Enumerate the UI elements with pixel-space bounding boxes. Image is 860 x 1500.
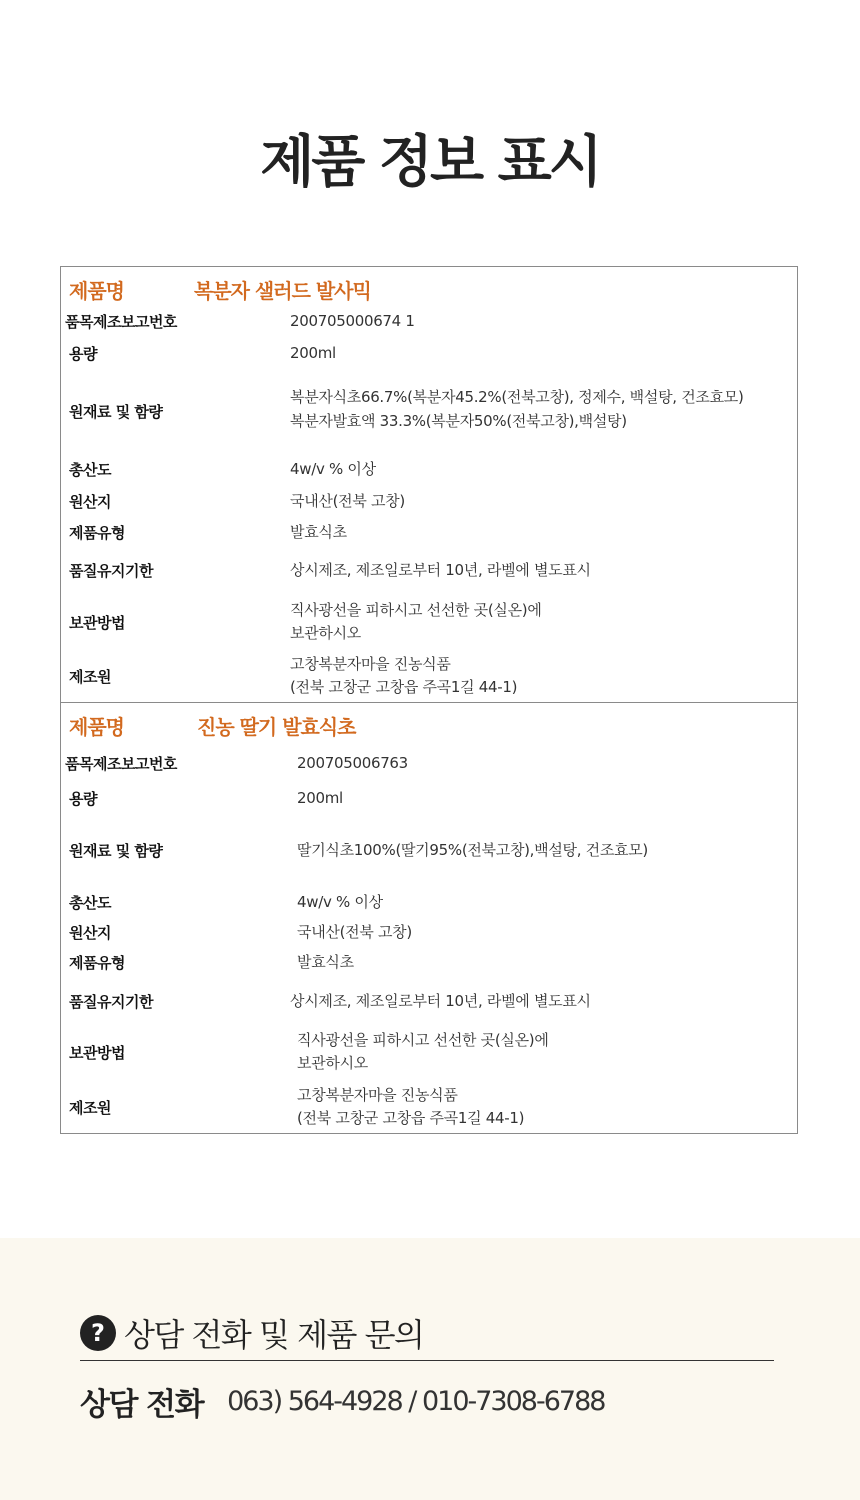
row-value-volume: 200ml <box>290 344 336 362</box>
row-value-ingredients: 딸기식초100%(딸기95%(전북고창),백설탕, 건조효모) <box>297 841 648 859</box>
row-value-product-type: 발효식초 <box>290 523 347 541</box>
question-icon: ? <box>80 1315 116 1351</box>
row-value-storage-line-2: 보관하시오 <box>290 624 361 642</box>
contact-heading <box>80 1308 774 1358</box>
row-value-origin: 국내산(전북 고창) <box>297 923 412 941</box>
contact-title: 상담 전화 및 제품 문의 <box>124 1316 424 1354</box>
row-label-total-acidity: 총산도 <box>69 461 111 479</box>
product-name-label: 제품명 <box>69 279 124 303</box>
phone-numbers[interactable]: 063) 564-4928 / 010-7308-6788 <box>227 1385 605 1417</box>
product-name: 진농 딸기 발효식초 <box>197 715 356 739</box>
row-value-storage-line-1: 직사광선을 피하시고 선선한 곳(실온)에 <box>297 1031 549 1049</box>
row-value-ingredients-line-2: 복분자발효액 33.3%(복분자50%(전북고창),백설탕) <box>290 412 627 430</box>
row-label-report-number: 품목제조보고번호 <box>65 755 177 773</box>
row-label-origin: 원산지 <box>69 924 111 942</box>
row-value-storage-line-1: 직사광선을 피하시고 선선한 곳(실온)에 <box>290 601 542 619</box>
product-info-table-2 <box>60 702 798 1134</box>
row-label-shelf-life: 품질유지기한 <box>69 562 153 580</box>
row-label-storage: 보관방법 <box>69 614 125 632</box>
phone-label: 상담 전화 <box>80 1386 204 1423</box>
product-info-table-1 <box>60 266 798 703</box>
row-value-manufacturer-line-1: 고창복분자마을 진농식품 <box>297 1086 458 1104</box>
row-value-ingredients-line-1: 복분자식초66.7%(복분자45.2%(전북고창), 정제수, 백설탕, 건조효모) <box>290 388 744 406</box>
row-label-product-type: 제품유형 <box>69 524 125 542</box>
row-label-shelf-life: 품질유지기한 <box>69 993 153 1011</box>
row-value-total-acidity: 4w/v % 이상 <box>297 893 383 911</box>
row-label-ingredients: 원재료 및 함량 <box>69 842 163 860</box>
row-label-volume: 용량 <box>69 345 97 363</box>
row-value-origin: 국내산(전북 고창) <box>290 492 405 510</box>
contact-section <box>0 1238 860 1500</box>
row-value-shelf-life: 상시제조, 제조일로부터 10년, 라벨에 별도표시 <box>290 561 591 579</box>
row-label-origin: 원산지 <box>69 493 111 511</box>
row-value-manufacturer-line-2: (전북 고창군 고창읍 주곡1길 44-1) <box>290 678 518 696</box>
row-label-ingredients: 원재료 및 함량 <box>69 403 163 421</box>
row-value-product-type: 발효식초 <box>297 953 354 971</box>
row-label-report-number: 품목제조보고번호 <box>65 313 177 331</box>
row-value-manufacturer-line-1: 고창복분자마을 진농식품 <box>290 655 451 673</box>
row-value-total-acidity: 4w/v % 이상 <box>290 460 376 478</box>
row-value-volume: 200ml <box>297 789 343 807</box>
phone-row <box>80 1378 604 1424</box>
row-label-manufacturer: 제조원 <box>69 1099 111 1117</box>
page-title: 제품 정보 표시 <box>260 130 600 195</box>
row-label-manufacturer: 제조원 <box>69 668 111 686</box>
divider <box>80 1360 774 1361</box>
row-value-shelf-life: 상시제조, 제조일로부터 10년, 라벨에 별도표시 <box>290 992 591 1010</box>
row-value-report-number: 200705000674 1 <box>290 312 415 330</box>
row-value-report-number: 200705006763 <box>297 754 408 772</box>
product-name: 복분자 샐러드 발사믹 <box>194 279 371 303</box>
row-label-total-acidity: 총산도 <box>69 894 111 912</box>
row-label-storage: 보관방법 <box>69 1044 125 1062</box>
product-name-label: 제품명 <box>69 715 124 739</box>
row-label-product-type: 제품유형 <box>69 954 125 972</box>
row-value-manufacturer-line-2: (전북 고창군 고창읍 주곡1길 44-1) <box>297 1109 525 1127</box>
row-value-storage-line-2: 보관하시오 <box>297 1054 368 1072</box>
row-label-volume: 용량 <box>69 790 97 808</box>
